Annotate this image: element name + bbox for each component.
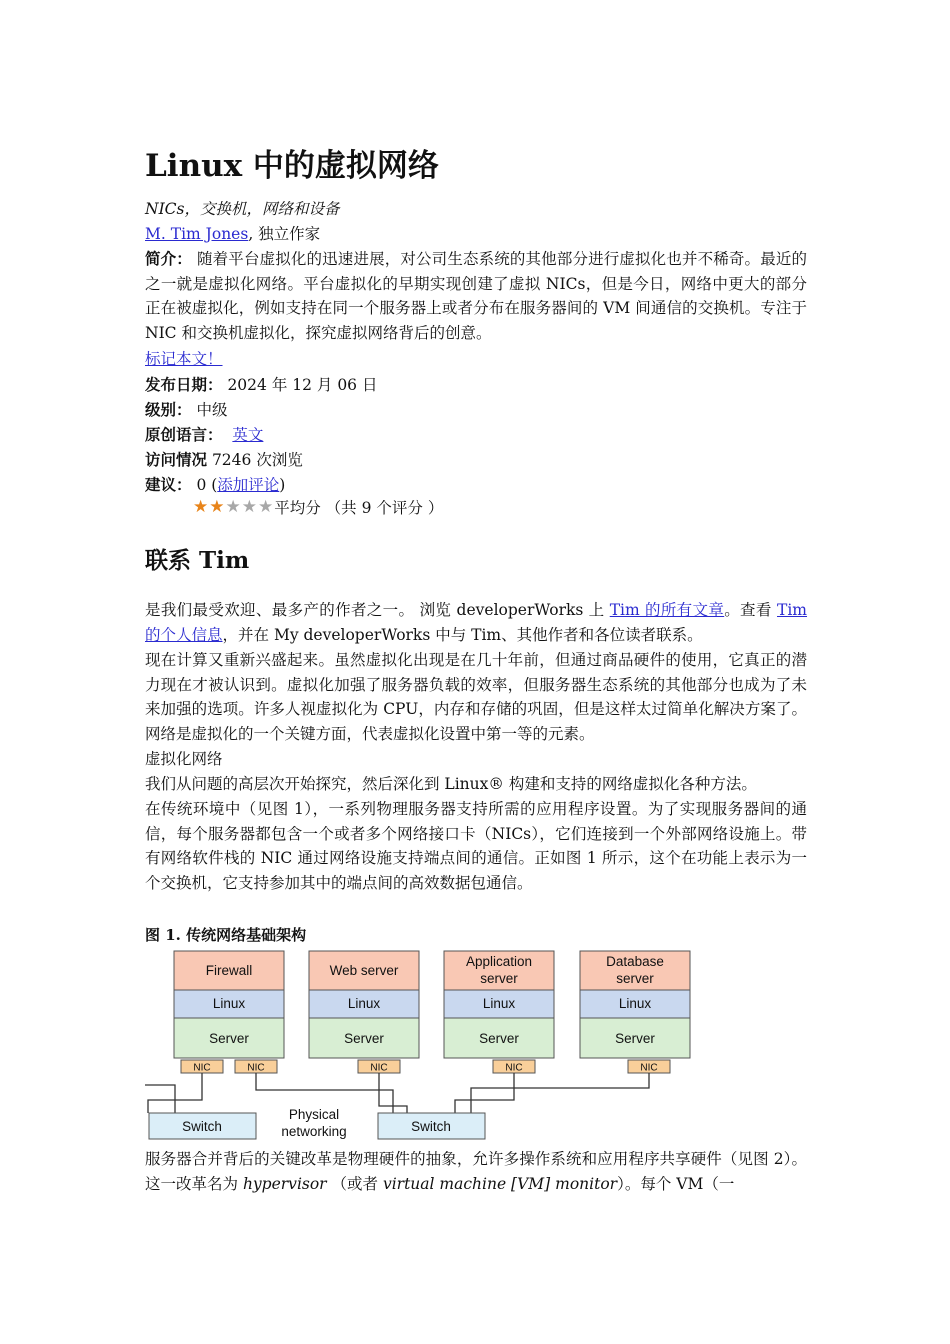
publish-value: 2024 年 12 月 06 日	[222, 376, 378, 394]
os-label: Linux	[347, 996, 381, 1011]
os-label: Linux	[482, 996, 516, 1011]
approach-paragraph: 我们从问题的高层次开始探究，然后深化到 Linux® 构建和支持的网络虚拟化各种方法。	[145, 775, 757, 793]
network-diagram	[145, 948, 705, 1144]
os-label: Linux	[212, 996, 246, 1011]
rating-stars[interactable]	[193, 498, 274, 516]
contact-text-a: 是我们最受欢迎、最多产的作者之一。 浏览 developerWorks 上	[145, 601, 610, 619]
author-role: , 独立作家	[248, 225, 321, 243]
subtitle: NICs，交换机，网络和设备	[145, 200, 340, 218]
bookmark-link[interactable]: 标记本文！	[145, 350, 223, 368]
hardware-label: Server	[615, 1031, 655, 1046]
star-icon[interactable]: ★	[258, 497, 274, 517]
star-icon[interactable]: ★	[193, 497, 209, 517]
star-icon[interactable]: ★	[225, 497, 241, 517]
contact-text-b: 。查看	[724, 601, 778, 619]
lang-link[interactable]: 英文	[232, 426, 264, 444]
summary	[145, 247, 807, 345]
level-value: 中级	[191, 401, 228, 419]
hyp-text-b: （或者	[326, 1174, 383, 1193]
suggest-count: 0 (	[191, 476, 218, 494]
contact-paragraph	[145, 598, 807, 647]
nic-label: NIC	[247, 1062, 265, 1074]
star-icon[interactable]: ★	[209, 497, 225, 517]
os-label: Linux	[618, 996, 652, 1011]
publish-label: 发布日期：	[145, 375, 223, 394]
network-cable	[145, 1085, 175, 1113]
network-cable	[471, 1073, 649, 1113]
visits	[145, 447, 303, 473]
rating	[193, 496, 443, 518]
hypervisor-paragraph	[145, 1147, 807, 1196]
app-label: Database	[606, 954, 664, 969]
network-wires	[145, 1073, 649, 1113]
author-line	[145, 222, 320, 247]
section-title: 虚拟化网络	[145, 750, 223, 768]
app-label: Application	[465, 954, 533, 969]
nic-label: NIC	[193, 1062, 211, 1074]
contact-text-c: ，并在 My developerWorks 中与 Tim、其他作者和各位读者联系。	[222, 625, 703, 644]
page-title: Linux 中的虚拟网络	[145, 148, 439, 184]
original-language	[145, 422, 263, 448]
app-label: server	[616, 971, 654, 986]
publish-date	[145, 372, 377, 398]
nic-label: NIC	[370, 1062, 388, 1074]
summary-label: 简介：	[145, 249, 192, 268]
app-label: Web server	[329, 963, 399, 978]
traditional-paragraph: 在传统环境中（见图 1），一系列物理服务器支持所需的应用程序设置。为了实现服务器间的通信，每个服务器都包含一个或者多个网络接口卡（NICs），它们连接到一个外部网络设施上。带有网络软件栈的 NIC 通过网络设施支持端点间的通信。正如图 1 所示，这个在功能上表示为一个交换机，它支持参加其中的端点间的高效数据包通信。	[145, 800, 807, 892]
vm-monitor-term: virtual machine [VM] monitor	[382, 1174, 618, 1193]
suggestions	[145, 472, 285, 498]
server-stacks	[174, 951, 690, 1058]
nic-label: NIC	[505, 1062, 523, 1074]
level-label: 级别：	[145, 400, 192, 419]
nic-label: NIC	[640, 1062, 658, 1074]
level	[145, 397, 227, 423]
hardware-label: Server	[209, 1031, 249, 1046]
visits-label: 访问情况	[145, 450, 208, 469]
hardware-label: Server	[344, 1031, 384, 1046]
suggest-label: 建议：	[145, 475, 192, 494]
hypervisor-term: hypervisor	[242, 1174, 327, 1193]
physical-networking-label-1: Physical	[288, 1107, 340, 1122]
figure-caption: 图 1. 传统网络基础架构	[145, 926, 307, 944]
switch-left-label: Switch	[182, 1119, 222, 1134]
contact-heading: 联系 Tim	[145, 547, 250, 574]
profile-link[interactable]: Tim 的个人信息	[145, 601, 808, 644]
visits-value: 7246 次浏览	[207, 451, 303, 469]
rating-text: 平均分 （共 9 个评分 ）	[274, 499, 444, 517]
physical-networking-label-2: networking	[281, 1124, 347, 1139]
hyp-text-c: ）。每个 VM（一	[617, 1174, 735, 1193]
all-articles-link[interactable]: Tim 的所有文章	[609, 601, 725, 619]
hardware-label: Server	[479, 1031, 519, 1046]
intro-paragraph: 现在计算又重新兴盛起来。虽然虚拟化出现是在几十年前，但通过商品硬件的使用，它真正的潜力现在才被认识到。虚拟化加强了服务器负载的效率，但服务器生态系统的其他部分也成为了未来加强的选项。许多人视虚拟化为 CPU，内存和存储的巩固，但是这样太过简单化解决方案了。网络是虚拟化的一个关键方面，代表虚拟化设置中第一等的元素。	[145, 651, 807, 743]
author-link[interactable]: M. Tim Jones	[145, 225, 249, 243]
switch-right-label: Switch	[411, 1119, 451, 1134]
bookmark-line	[145, 347, 223, 372]
suggest-close: )	[279, 476, 286, 494]
app-label: server	[480, 971, 518, 986]
summary-text: 随着平台虚拟化的迅速进展，对公司生态系统的其他部分进行虚拟化也并不稀奇。最近的之一就是虚拟化网络。平台虚拟化的早期实现创建了虚拟 NICs，但是今日，网络中更大的部分正在被虚拟化，例如支持在同一个服务器上或者分布在服务器间的 VM 间通信的交换机。专注于 NIC 和交换机虚拟化，探究虚拟网络背后的创意。	[145, 250, 807, 342]
star-icon[interactable]: ★	[241, 497, 257, 517]
add-comment-link[interactable]: 添加评论	[217, 476, 280, 494]
lang-label: 原创语言：	[145, 425, 223, 444]
app-label: Firewall	[205, 963, 253, 978]
nic-group	[181, 1060, 670, 1074]
network-cable	[455, 1073, 514, 1113]
hyp-text-a: 服务器合并背后的关键改革是物理硬件的抽象，允许多操作系统和应用程序共享硬件（见图 2）。这一改革名为	[145, 1150, 807, 1193]
